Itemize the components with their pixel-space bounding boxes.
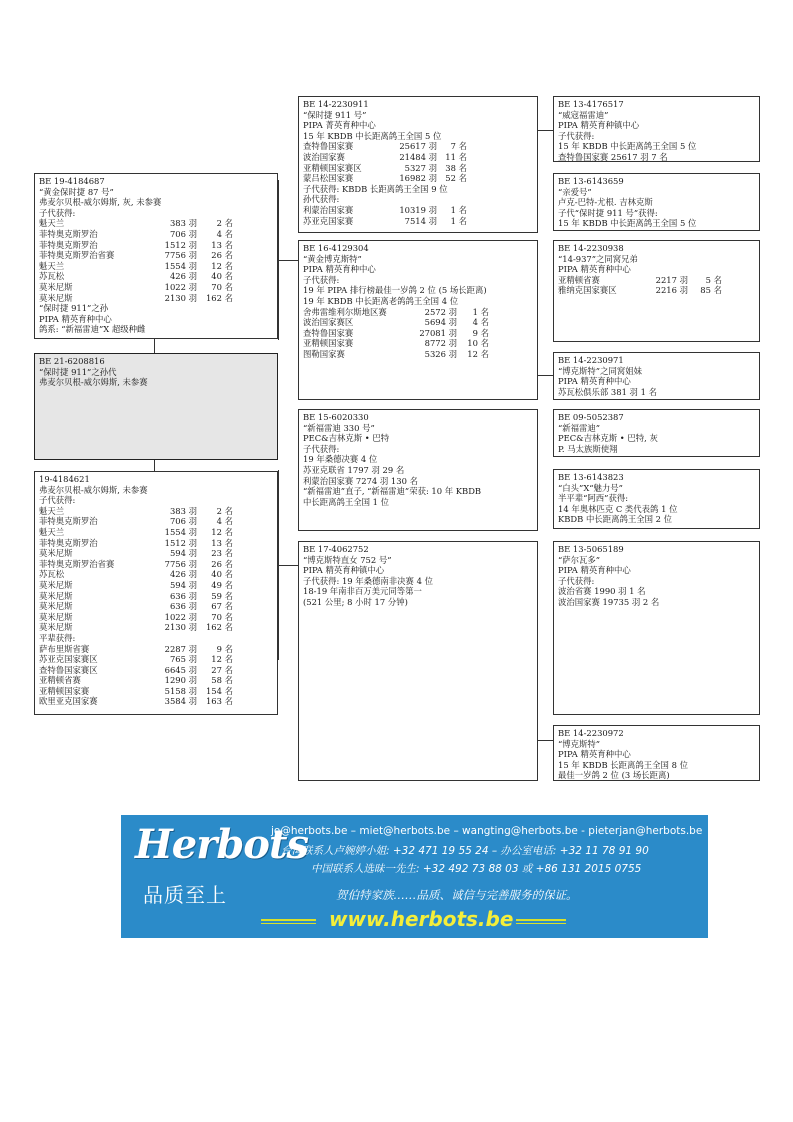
result-birds: 706 羽 [169,228,197,239]
text-line: 19-4184621 [39,474,90,484]
box-content [303,99,533,226]
contact-phones: 台湾联系人卢婉婷小姐: +32 471 19 55 24 – 办公室电话: +32 11 78 91 90 [281,845,649,857]
text-line: 子代获得: [303,443,340,454]
result-place: 58 名 [211,675,233,686]
result-place: 1 名 [450,204,467,215]
result-place: 4 名 [216,228,233,239]
text-line: 利蒙治国家赛 7274 羽 130 名 [303,475,418,486]
result-place: 12 名 [211,526,233,537]
result-birds: 21484 羽 [399,151,437,162]
result-row [39,261,273,272]
result-place: 40 名 [211,569,233,580]
text-line: PIPA 精英育种镇中心 [558,120,640,131]
text-line: “保时捷 911 号” [303,109,367,120]
text-line: PIPA 精英育种中心 [558,749,631,760]
text-line: 弗麦尔贝根-威尔姆斯, 未参赛 [39,484,148,495]
text-line: 子代获得: KBDB 长距离鸽王全国 9 位 [303,183,448,194]
result-race: 莫米尼斯 [39,281,73,292]
result-race: 苏瓦松 [39,271,65,282]
text-line: 最佳一岁鸽 2 位 (3 场长距离) [558,770,670,781]
result-birds: 16982 羽 [399,173,437,184]
text-line: PEC&吉林克斯 • 巴特 [303,433,390,444]
box-content [39,356,273,388]
result-birds: 5694 羽 [424,317,457,328]
result-birds: 7514 羽 [404,215,437,226]
pedigree-box-ggp-8 [553,725,760,781]
result-row [39,271,273,282]
box-content [558,472,755,525]
text-line: P. 马太族斯使翔 [558,443,618,454]
decorative-line [261,923,316,924]
result-place: 12 名 [467,348,489,359]
text-line: “威寇福雷迪” [558,109,609,120]
result-place: 13 名 [211,537,233,548]
result-birds: 706 羽 [169,516,197,527]
result-birds: 2130 羽 [164,622,197,633]
decorative-line [516,919,566,921]
text-line: 15 年 KBDB 中长距离鸽王全国 5 位 [558,141,697,152]
result-race: 波治国家赛 [303,151,345,162]
text-line: 子代获得: [39,495,76,506]
box-content [558,412,755,454]
result-row [39,654,273,665]
result-birds: 8772 羽 [424,338,457,349]
result-race: 莫米尼斯 [39,590,73,601]
text-line: BE 13-6143659 [558,176,624,186]
connector-line [278,260,298,261]
result-row [303,328,533,339]
result-race: 菲特奥克斯罗治省赛 [39,250,115,261]
result-race: 亚精顿省赛 [558,274,600,285]
result-row [39,218,273,229]
result-row [39,591,273,602]
result-place: 5 名 [705,274,722,285]
text-line: 半平辈“阿西”获得: [558,493,629,504]
website-link[interactable]: www.herbots.be [329,907,514,931]
connector-line [154,339,155,353]
text-line: PEC&吉林克斯 • 巴特, 灰 [558,433,658,444]
result-birds: 2216 羽 [655,285,688,296]
box-content [558,728,755,781]
result-place: 11 名 [445,151,467,162]
text-line: 苏瓦松俱乐部 381 羽 1 名 [558,386,657,397]
pedigree-box-ggp-2 [553,173,760,231]
result-place: 162 名 [205,622,233,633]
contact-phones-china: 中国联系人选昧一先生: +32 492 73 88 03 或 +86 131 2015 0755 [311,863,642,875]
result-place: 4 名 [472,317,489,328]
result-race: 苏亚克国家赛区 [39,654,98,665]
result-row [303,317,533,328]
result-race: 菲特奥克斯罗治 [39,516,98,527]
text-line: 19 年桑德决赛 4 位 [303,454,378,465]
result-place: 2 名 [216,218,233,229]
text-line: BE 14-2230911 [303,99,369,109]
result-row [39,696,273,707]
result-row [39,665,273,676]
box-content [303,544,533,608]
result-birds: 765 羽 [169,654,197,665]
text-line: 子代获得: [558,130,595,141]
text-line: “博克斯特” [558,738,601,749]
result-row [303,173,533,184]
text-line: PIPA 精英育种中心 [558,264,631,275]
result-race: 亚精顿国家赛 [39,685,90,696]
result-birds: 6645 羽 [164,664,197,675]
result-birds: 426 羽 [169,271,197,282]
pedigree-box-subject [34,353,278,460]
text-line: BE 16-4129304 [303,243,369,253]
result-row [303,216,533,227]
text-line: 孙代获得: [303,194,340,205]
result-row [39,644,273,655]
result-birds: 1554 羽 [164,526,197,537]
text-line: “亲爱号” [558,186,592,197]
text-line: PIPA 菁英育种中心 [303,120,376,131]
pedigree-box-ggp-5 [553,409,760,457]
box-content [303,243,533,360]
result-race: 查特鲁国家赛 [303,327,354,338]
result-race: 蒙吕松国家赛 [303,173,354,184]
result-place: 40 名 [211,271,233,282]
result-place: 12 名 [211,654,233,665]
box-content [558,99,755,162]
logo-tagline: 品质至上 [143,883,227,907]
result-row [39,612,273,623]
result-place: 12 名 [211,260,233,271]
text-line: 中长距离鸽王全国 1 位 [303,496,390,507]
text-line: 鸽系: “新福雷迪”X 超级种雌 [39,324,146,335]
box-content [303,412,533,507]
result-birds: 636 羽 [169,590,197,601]
text-line: 苏亚克联省 1797 羽 29 名 [303,464,405,475]
result-place: 49 名 [211,579,233,590]
result-race: 亚精顿省赛 [39,675,81,686]
result-row [39,293,273,304]
result-birds: 1512 羽 [164,239,197,250]
text-line: 15 年 KBDB 长距离鸽王全国 8 位 [558,759,688,770]
result-place: 26 名 [211,558,233,569]
box-content [558,544,755,608]
decorative-line [516,923,566,924]
text-line: 子代获得: 19 年桑德南非决赛 4 位 [303,575,433,586]
result-birds: 10319 羽 [399,204,437,215]
text-line: KBDB 中长距离鸽王全国 2 位 [558,514,672,525]
text-line: PIPA 精英育种中心 [558,565,631,576]
text-line: BE 21-6208816 [39,356,105,366]
text-line: BE 14-2230938 [558,243,624,253]
text-line: 子代“保时捷 911 号”获得: [558,207,658,218]
box-content [39,474,273,707]
text-line: BE 13-4176517 [558,99,624,109]
result-birds: 383 羽 [169,505,197,516]
result-race: 魁天兰 [39,218,65,229]
result-place: 26 名 [211,250,233,261]
result-birds: 594 羽 [169,579,197,590]
result-place: 9 名 [216,643,233,654]
box-content [558,176,755,229]
result-race: 亚精顿国家赛区 [303,162,362,173]
result-birds: 5327 羽 [404,162,437,173]
text-line: “萨尔瓦多” [558,554,601,565]
text-line: 子代获得: [558,575,595,586]
text-line: BE 14-2230972 [558,728,624,738]
text-line: 18-19 年南非百万美元同等第一 [303,586,422,597]
result-row [39,282,273,293]
pedigree-box-dam [34,471,278,715]
result-row [303,349,533,360]
result-race: 莫米尼斯 [39,601,73,612]
text-line: (521 公里; 8 小时 17 分钟) [303,596,408,607]
result-race: 菲特奥克斯罗治 [39,239,98,250]
result-place: 67 名 [211,601,233,612]
text-line: 子代获得: [39,207,76,218]
pedigree-box-grandsire-2 [298,409,538,531]
text-line: 弗麦尔贝根-威尔姆斯, 灰, 未参赛 [39,197,162,208]
result-place: 4 名 [216,516,233,527]
result-birds: 383 羽 [169,218,197,229]
connector-line [538,740,553,741]
result-race: 菲特奥克斯罗治 [39,537,98,548]
pedigree-box-granddam-1 [298,240,538,400]
result-race: 查特鲁国家赛区 [39,664,98,675]
result-row [39,516,273,527]
result-race: 查特鲁国家赛 [303,141,354,152]
result-row [39,686,273,697]
box-content [39,176,273,335]
result-race: 魁天兰 [39,526,65,537]
text-line: 19 年 PIPA 排行榜最佳一岁鸽 2 位 (5 场长距离) [303,285,487,296]
text-line: PIPA 精英育种镇中心 [303,565,385,576]
text-line: 15 年 KBDB 中长距离鸽王全国 5 位 [303,130,442,141]
result-place: 85 名 [700,285,722,296]
herbots-logo: Herbots [135,821,308,868]
text-line: 波治省赛 1990 羽 1 名 [558,586,646,597]
result-birds: 7756 羽 [164,558,197,569]
text-line: “白头”X“魅力号” [558,482,623,493]
text-line: PIPA 精英育种中心 [558,376,631,387]
result-place: 10 名 [467,338,489,349]
result-race: 苏亚克国家赛 [303,215,354,226]
result-race: 莫米尼斯 [39,611,73,622]
pedigree-box-grandsire-1 [298,96,538,233]
text-line: BE 14-2230971 [558,355,624,365]
pedigree-box-sire [34,173,278,339]
result-birds: 5158 羽 [164,685,197,696]
result-birds: 1512 羽 [164,537,197,548]
result-row [39,559,273,570]
result-birds: 2287 羽 [164,643,197,654]
result-row [39,538,273,549]
result-row [39,527,273,538]
result-birds: 3584 羽 [164,696,197,707]
text-line: BE 17-4062752 [303,544,369,554]
text-line: 波治国家赛 19735 羽 2 名 [558,596,660,607]
result-place: 163 名 [205,696,233,707]
result-race: 利蒙治国家赛 [303,204,354,215]
text-line: BE 09-5052387 [558,412,624,422]
result-row [303,205,533,216]
result-race: 莫米尼斯 [39,579,73,590]
text-line: “新福雷迪” [558,422,601,433]
text-line: “14-937”之同窝兄弟 [558,253,638,264]
result-row [39,569,273,580]
result-place: 154 名 [205,685,233,696]
result-row [39,250,273,261]
result-row [39,622,273,633]
result-race: 欧里亚克国家赛 [39,696,98,707]
result-race: 菲特奥克斯罗治 [39,228,98,239]
result-birds: 2572 羽 [424,306,457,317]
result-row [303,141,533,152]
result-birds: 25617 羽 [399,141,437,152]
text-line: “博克斯特直女 752 号” [303,554,392,565]
result-row [39,229,273,240]
pedigree-box-ggp-7 [553,541,760,715]
text-line: “黄金博克斯特” [303,253,362,264]
text-line: BE 13-6143823 [558,472,624,482]
text-line: 19 年 KBDB 中长距离老鸽鸽王全国 4 位 [303,295,459,306]
text-line: “新福雷迪”直子, “新福雷迪”荣获: 10 年 KBDB [303,486,482,497]
result-place: 1 名 [450,215,467,226]
result-birds: 1022 羽 [164,281,197,292]
pedigree-box-ggp-3 [553,240,760,342]
text-line: 14 年奥林匹克 C 类代表鸽 1 位 [558,503,678,514]
result-place: 59 名 [211,590,233,601]
connector-line [278,180,279,340]
contact-emails[interactable]: jo@herbots.be – miet@herbots.be – wangting@herbots.be - pieterjan@herbots.be [271,825,703,837]
pedigree-box-ggp-1 [553,96,760,162]
result-race: 亚精顿国家赛 [303,338,354,349]
result-race: 莫米尼斯 [39,548,73,559]
text-line: “黄金保时捷 87 号” [39,186,114,197]
result-place: 38 名 [445,162,467,173]
result-row [39,580,273,591]
herbots-banner [121,815,708,938]
pedigree-box-ggp-6 [553,469,760,529]
result-race: 波治国家赛区 [303,317,354,328]
result-birds: 2217 羽 [655,274,688,285]
text-line: BE 19-4184687 [39,176,105,186]
text-line: 平辈获得: [39,632,76,643]
pedigree-box-ggp-4 [553,352,760,400]
box-content [558,355,755,397]
text-line: “保时捷 911”之孙 [39,303,109,314]
text-line: 15 年 KBDB 中长距离鸽王全国 5 位 [558,218,697,229]
text-line: 子代获得: [303,274,340,285]
result-row [39,506,273,517]
result-place: 70 名 [211,611,233,622]
result-birds: 2130 羽 [164,292,197,303]
result-birds: 27081 羽 [419,327,457,338]
text-line: “新福雷迪 330 号” [303,422,375,433]
result-place: 23 名 [211,548,233,559]
result-race: 莫米尼斯 [39,292,73,303]
result-place: 1 名 [472,306,489,317]
decorative-line [261,919,316,921]
result-place: 7 名 [450,141,467,152]
pedigree-box-granddam-2 [298,541,538,781]
result-race: 图勒国家赛 [303,348,345,359]
result-birds: 594 羽 [169,548,197,559]
text-line: BE 13-5065189 [558,544,624,554]
result-race: 雅纳克国家赛区 [558,285,617,296]
text-line: 卢克-巴特-尤根. 吉林克斯 [558,197,653,208]
result-birds: 636 羽 [169,601,197,612]
result-place: 13 名 [211,239,233,250]
text-line: “博克斯特”之同窝姐妹 [558,365,642,376]
result-place: 52 名 [445,173,467,184]
result-race: 菲特奥克斯罗治省赛 [39,558,115,569]
result-race: 莫米尼斯 [39,622,73,633]
connector-line [538,375,553,376]
text-line: “保时捷 911”之孙代 [39,366,117,377]
result-place: 162 名 [205,292,233,303]
result-birds: 7756 羽 [164,250,197,261]
result-birds: 426 羽 [169,569,197,580]
result-race: 苏瓦松 [39,569,65,580]
result-race: 舍弗雷维利尔斯地区赛 [303,306,387,317]
result-place: 9 名 [472,327,489,338]
result-place: 27 名 [211,664,233,675]
connector-line [538,130,553,131]
result-race: 萨布里斯省赛 [39,643,90,654]
result-race: 魁天兰 [39,260,65,271]
result-place: 2 名 [216,505,233,516]
result-row [303,163,533,174]
text-line: BE 15-6020330 [303,412,369,422]
result-row [558,285,755,296]
result-row [303,338,533,349]
result-birds: 1022 羽 [164,611,197,622]
result-row [39,548,273,559]
text-line: PIPA 精英育种中心 [39,313,112,324]
result-race: 魁天兰 [39,505,65,516]
text-line: PIPA 精英育种中心 [303,264,376,275]
banner-slogan: 贺伯特家族……品质、诚信与完善服务的保证。 [336,888,578,902]
result-row [558,275,755,286]
result-birds: 1554 羽 [164,260,197,271]
text-line: 弗麦尔贝根-威尔姆斯, 未参赛 [39,377,148,388]
text-line: 查特鲁国家赛 25617 羽 7 名 [558,151,668,162]
result-place: 70 名 [211,281,233,292]
connector-line [278,470,279,660]
result-row [303,307,533,318]
result-row [303,152,533,163]
box-content [558,243,755,296]
result-birds: 5326 羽 [424,348,457,359]
result-row [39,601,273,612]
connector-line [278,565,298,566]
result-row [39,675,273,686]
result-birds: 1290 羽 [164,675,197,686]
result-row [39,240,273,251]
